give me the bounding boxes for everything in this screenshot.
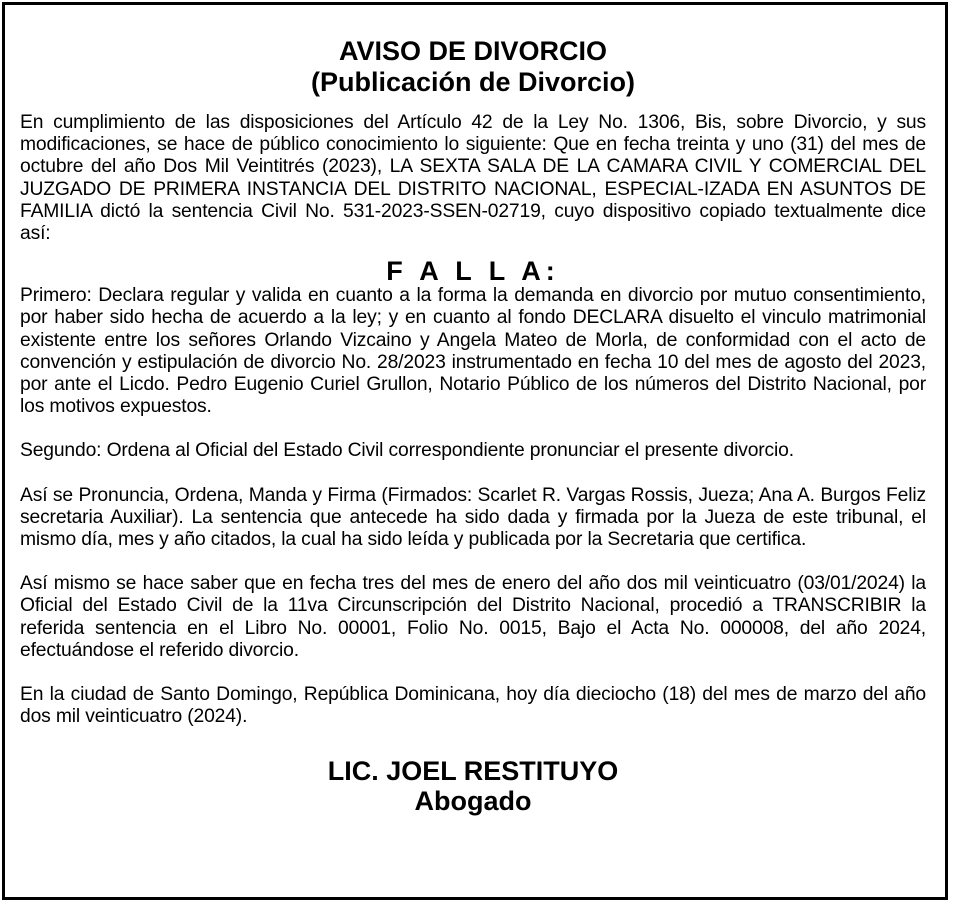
signer-title: Abogado [414,786,532,817]
notice-title: AVISO DE DIVORCIO [338,36,608,66]
divorce-notice [20,36,926,816]
paragraph-spacer [20,551,926,573]
ruling-second-paragraph: Segundo: Ordena al Oficial del Estado Civil correspondiente pronunciar el presente divorcio. [20,440,794,462]
place-date-paragraph: En la ciudad de Santo Domingo, República Dominicana, hoy día dieciocho (18) del mes de marzo del año dos mil veinticuatro (2024). [20,684,926,728]
ruling-first-paragraph: Primero: Declara regular y valida en cuanto a la forma la demanda en divorcio por mutuo consentimiento, por haber sido hecha de acuerdo a la ley; y en cuanto al fondo DECLARA disuelto el vinculo matrimonial existente entre los señores Orlando Vizcaino y Angela Mateo de Morla, de conformidad con el acto de convención y estipulación de divorcio No. 28/2023 instrumentado en fecha 10 del mes de agosto del 2023, por ante el Licdo. Pedro Eugenio Curiel Grullon, Notario Público de los números del Distrito Nacional, por los motivos expuestos. [20,285,926,418]
signer-name: LIC. JOEL RESTITUYO [327,756,619,787]
signature-paragraph: Así se Pronuncia, Ordena, Manda y Firma (Firmados: Scarlet R. Vargas Rossis, Jueza; Ana A. Burgos Feliz secretaria Auxiliar). La sentencia que antecede ha sido dada y firmada por la Jueza de este tribunal, el mismo día, mes y año citados, la cual ha sido leída y publicada por la Secretaria que certifica. [20,484,926,551]
transcription-paragraph: Así mismo se hace saber que en fecha tres del mes de enero del año dos mil veinticuatro (03/01/2024) la Oficial del Estado Civil de la 11va Circunscripción del Distrito Nacional, procedió a TRANSCRIBIR la referida sentencia en el Libro No. 00001, Folio No. 0015, Bajo el Acta No. 000008, del año 2024, efectuándose el referido divorcio. [20,573,926,661]
falla-heading: F A L L A: [386,256,560,287]
paragraph-spacer [20,463,926,485]
intro-paragraph: En cumplimiento de las disposiciones del Artículo 42 de la Ley No. 1306, Bis, sobre Divorcio, y sus modificaciones, se hace de público conocimiento lo siguiente: Que en fecha treinta y uno (31) del mes de octubre del año Dos Mil Veintitrés (2023), LA SEXTA SALA DE LA CAMARA CIVIL Y COMERCIAL DEL JUZGADO DE PRIMERA INSTANCIA DEL DISTRITO NACIONAL, ESPECIAL-IZADA EN ASUNTOS DE FAMILIA dictó la sentencia Civil No. 531-2023-SSEN-02719, cuyo dispositivo copiado textualmente dice así: [20,112,926,245]
notice-subtitle: (Publicación de Divorcio) [310,67,636,97]
paragraph-spacer [20,662,926,684]
paragraph-spacer [20,418,926,440]
